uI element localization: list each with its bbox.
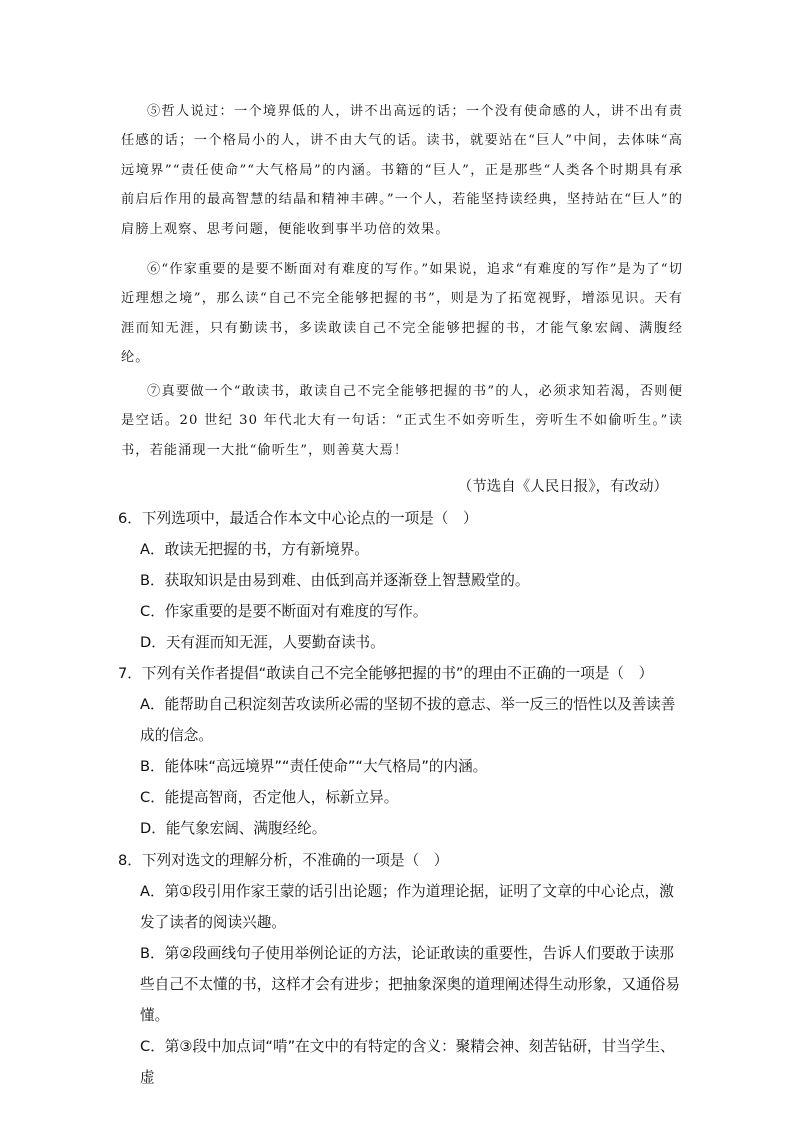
option-a: A．第①段引用作家王蒙的话引出论题；作为道理论据，证明了文章的中心论点，激发了读者的阅读兴趣。	[140, 883, 674, 931]
option-b: B．能体味“高远境界”“责任使命”“大气格局”的内涵。	[140, 758, 488, 775]
passage-source: （节选自《人民日报》，有改动）	[457, 479, 668, 495]
question-6	[118, 503, 688, 658]
option-a: A．能帮助自己积淀刻苦攻读所必需的坚韧不拔的意志、举一反三的悟性以及善读善成的信念。	[140, 696, 676, 744]
question-stem: 8．下列对选文的理解分析，不准确的一项是（ ）	[118, 852, 449, 869]
option-c: C．第③段中加点词“啃”在文中的有特定的含义：聚精会神、刻苦钻研，甘当学生、虚	[140, 1038, 675, 1086]
option-d: D．天有涯而知无涯，人要勤奋读书。	[140, 634, 385, 651]
option-b: B．第②段画线句子使用举例论证的方法，论证敢读的重要性，告诉人们要敢于读那些自己不太懂的书，这样才会有进步；把抽象深奥的道理阐述得生动形象，又通俗易懂。	[140, 945, 680, 1024]
option-d: D．能气象宏阔、满腹经纶。	[140, 820, 327, 837]
option-c: C．作家重要的是要不断面对有难度的写作。	[140, 603, 428, 620]
option-b: B．获取知识是由易到难、由低到高并逐渐登上智慧殿堂的。	[140, 572, 530, 589]
question-7	[118, 658, 688, 844]
passage-paragraph-7: ⑦真要做一个“敢读书，敢读自己不完全能够把握的书”的人，必须求知若渴，否则便是空话。20 世纪 30 年代北大有一句话：“正式生不如旁听生，旁听生不如偷听生。”读书，若能涌现一大批“偷听生”，则善莫大焉！	[121, 384, 683, 458]
option-a: A．敢读无把握的书，方有新境界。	[140, 541, 369, 558]
passage-paragraph-5: ⑤哲人说过：一个境界低的人，讲不出高远的话；一个没有使命感的人，讲不出有责任感的话；一个格局小的人，讲不由大气的话。读书，就要站在“巨人”中间，去体味“高远境界”“责任使命”“大气格局”的内涵。书籍的“巨人”，正是那些“人类各个时期具有承前启后作用的最高智慧的结晶和精神丰碑。”一个人，若能坚持读经典，坚持站在“巨人”的肩膀上观察、思考问题，便能收到事半功倍的效果。	[121, 104, 683, 237]
question-stem: 7．下列有关作者提倡“敢读自己不完全能够把握的书”的理由不正确的一项是（ ）	[118, 665, 654, 682]
option-c: C．能提高智商，否定他人，标新立异。	[140, 789, 399, 806]
question-8	[118, 845, 688, 1093]
passage-paragraph-6: ⑥“作家重要的是要不断面对有难度的写作。”如果说，追求“有难度的写作”是为了“切近理想之境”，那么读“自己不完全能够把握的书”，则是为了拓宽视野，增添见识。天有涯而知无涯，只有勤读书，多读敢读自己不完全能够把握的书，才能气象宏阔、满腹经纶。	[121, 262, 683, 366]
question-stem: 6．下列选项中，最适合作本文中心论点的一项是（ ）	[118, 510, 478, 527]
